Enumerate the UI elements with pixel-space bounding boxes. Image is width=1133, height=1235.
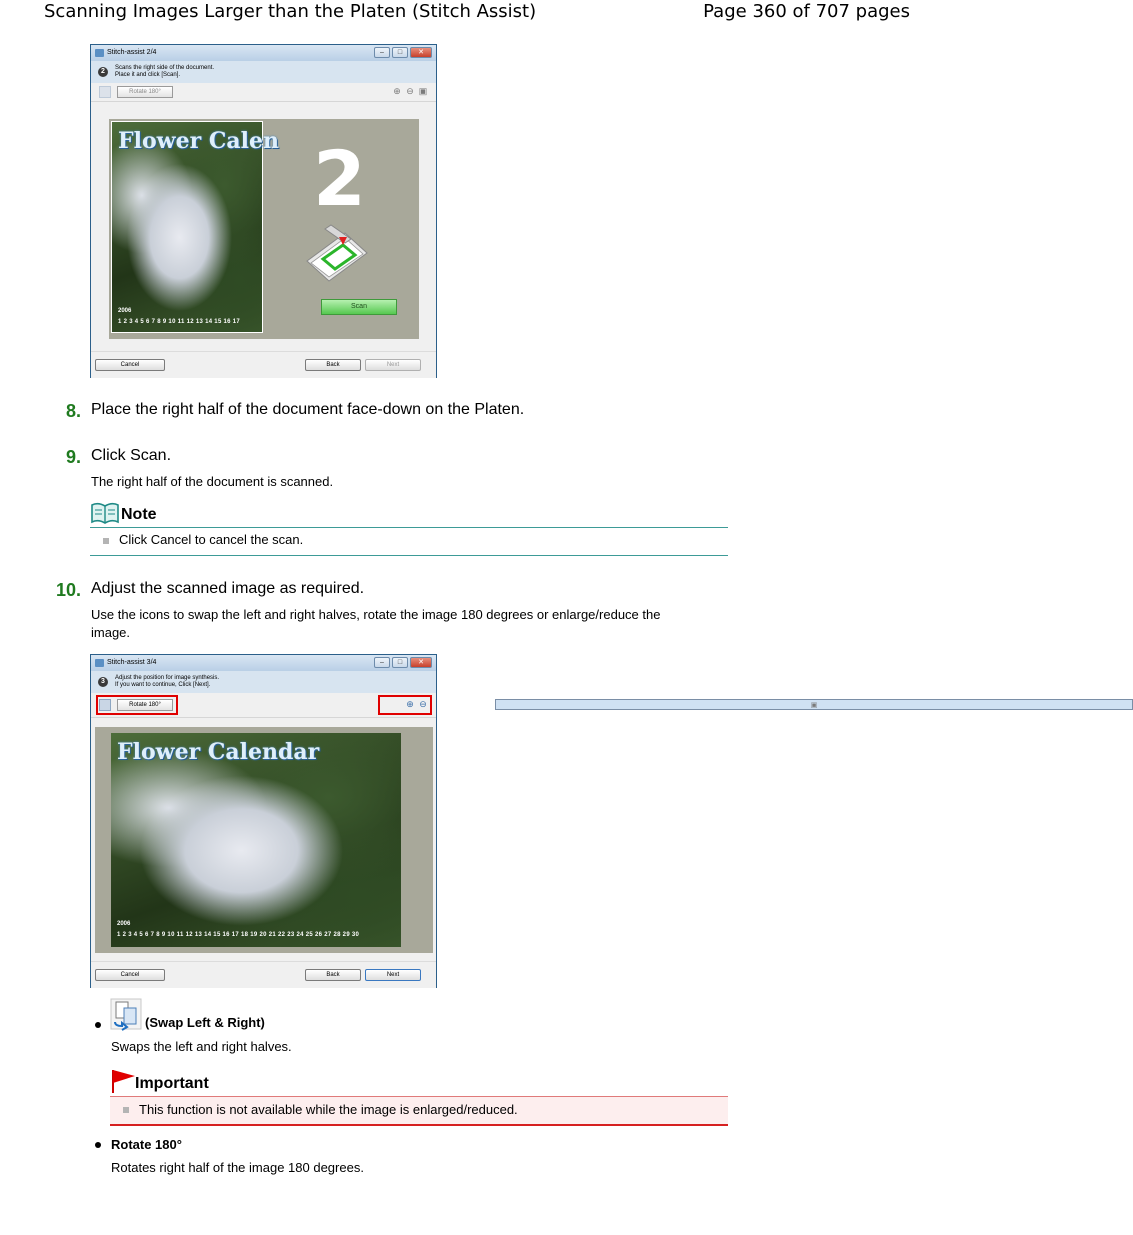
fit-image-icon[interactable]: ▣ [495, 699, 1133, 710]
next-button[interactable]: Next [365, 359, 421, 371]
stitch-assist-window-step2 [90, 44, 437, 378]
swap-left-right-icon [110, 998, 142, 1030]
preview-area [95, 727, 433, 953]
photo-calendar-text: 1 2 3 4 5 6 7 8 9 10 11 12 13 14 15 16 17 18 19 20 21 22 23 24 25 26 27 28 29 30 [117, 932, 360, 938]
important-flag-icon [111, 1069, 137, 1093]
page-number: Page 360 of 707 pages [703, 1, 910, 22]
app-icon [95, 659, 104, 667]
instruction-line-1: Adjust the position for image synthesis. [115, 675, 220, 681]
dialog-button-bar [91, 961, 436, 988]
important-bullet [123, 1107, 129, 1113]
important-item: This function is not available while the image is enlarged/reduced. [139, 1102, 518, 1117]
step-10-detail-line-1: Use the icons to swap the left and right halves, rotate the image 180 degrees or enlarge/reduce the [91, 607, 661, 622]
photo-year-text: 2006 [117, 921, 131, 927]
step-number-icon: 3 [98, 677, 108, 687]
close-button[interactable]: ✕ [410, 657, 432, 668]
maximize-button[interactable]: □ [392, 657, 408, 668]
dialog-button-bar [91, 351, 436, 378]
rotate-highlight-box [96, 695, 178, 715]
window-titlebar [91, 45, 436, 61]
back-button[interactable]: Back [305, 969, 361, 981]
photo-title-text: Flower Calendar [117, 739, 320, 765]
minimize-button[interactable]: – [374, 47, 390, 58]
preview-area [109, 119, 419, 339]
swap-description: Swaps the left and right halves. [111, 1039, 292, 1054]
step-10-text: Adjust the scanned image as required. [91, 580, 365, 597]
swap-left-right-icon[interactable] [99, 86, 111, 98]
close-button[interactable]: ✕ [410, 47, 432, 58]
instruction-line-2: Place it and click [Scan]. [115, 72, 181, 78]
step-9-number: 9. [66, 447, 82, 467]
fit-image-icon[interactable]: ▣ [418, 86, 428, 96]
maximize-button[interactable]: □ [392, 47, 408, 58]
rotate-180-button[interactable]: Rotate 180° [117, 699, 173, 711]
rotate-180-button[interactable]: Rotate 180° [117, 86, 173, 98]
stitched-image [111, 733, 401, 947]
step-8-number: 8. [66, 401, 82, 421]
photo-calendar-text: 1 2 3 4 5 6 7 8 9 10 11 12 13 14 15 16 17 [118, 319, 241, 325]
window-titlebar [91, 655, 436, 671]
stitch-assist-window-step3 [90, 654, 818, 988]
cancel-button[interactable]: Cancel [95, 969, 165, 981]
step-9-text: Click Scan. [91, 447, 172, 464]
window-title: Stitch-assist 2/4 [107, 49, 157, 56]
swap-bullet [95, 1022, 101, 1028]
step-10-number: 10. [56, 580, 82, 600]
app-icon [95, 49, 104, 57]
step-9-detail: The right half of the document is scanned. [91, 474, 334, 489]
cancel-button[interactable]: Cancel [95, 359, 165, 371]
photo-title-text: Flower Calen [118, 128, 279, 154]
step-number-icon: 2 [98, 67, 108, 77]
toolbar [91, 693, 818, 718]
rotate-description: Rotates right half of the image 180 degrees. [111, 1160, 364, 1175]
instruction-line-1: Scans the right side of the document. [115, 65, 215, 71]
zoom-out-icon[interactable]: ⊖ [406, 86, 414, 96]
note-book-icon [91, 502, 119, 524]
back-button[interactable]: Back [305, 359, 361, 371]
window-title: Stitch-assist 3/4 [107, 659, 157, 666]
scanned-left-half-image [111, 121, 279, 333]
step-big-number: 2 [313, 134, 366, 223]
rotate-label: Rotate 180° [111, 1137, 182, 1152]
zoom-in-icon[interactable]: ⊕ [406, 699, 414, 709]
scan-button[interactable]: Scan [321, 299, 397, 315]
instruction-panel [91, 61, 436, 83]
step-10-detail-line-2: image. [91, 625, 131, 640]
rotate-bullet [95, 1142, 101, 1148]
important-title: Important [135, 1075, 209, 1092]
next-button[interactable]: Next [365, 969, 421, 981]
page-title: Scanning Images Larger than the Platen (Stitch Assist) [44, 1, 537, 22]
toolbar [91, 83, 436, 102]
instruction-panel [91, 671, 436, 693]
swap-label: (Swap Left & Right) [145, 1015, 265, 1030]
instruction-line-2: If you want to continue, Click [Next]. [115, 682, 211, 688]
zoom-highlight-box [378, 695, 432, 715]
scanner-icon [305, 223, 369, 281]
note-item: Click Cancel to cancel the scan. [119, 532, 304, 547]
zoom-in-icon[interactable]: ⊕ [393, 86, 401, 96]
photo-year-text: 2006 [118, 308, 132, 314]
note-bullet [103, 538, 109, 544]
note-title: Note [121, 506, 157, 523]
step-8-text: Place the right half of the document face-down on the Platen. [91, 401, 525, 418]
minimize-button[interactable]: – [374, 657, 390, 668]
zoom-out-icon[interactable]: ⊖ [419, 699, 427, 709]
